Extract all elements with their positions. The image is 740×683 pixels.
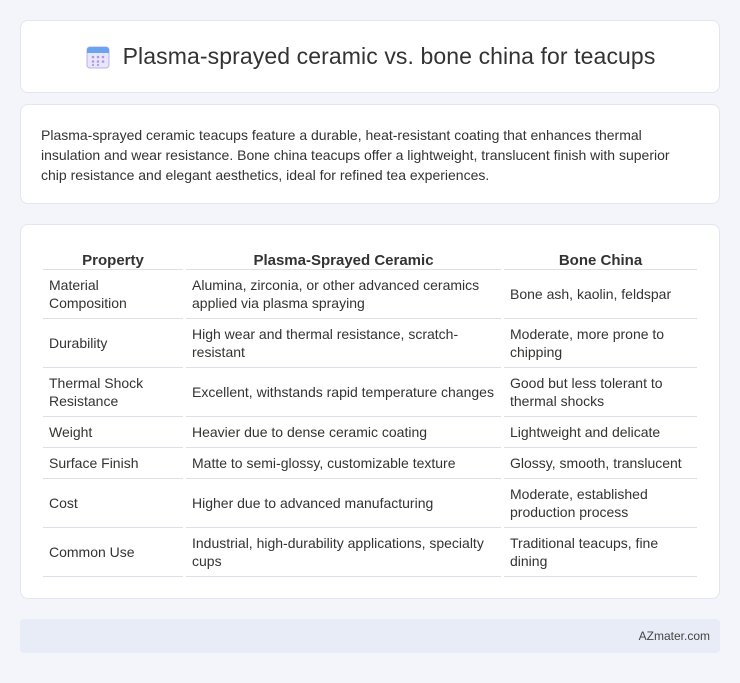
cell-property: Cost xyxy=(43,479,183,528)
cell-property: Weight xyxy=(43,417,183,448)
header-plasma-sprayed-ceramic: Plasma-Sprayed Ceramic xyxy=(186,247,501,270)
table-row xyxy=(43,270,697,319)
cell-plasma: Higher due to advanced manufacturing xyxy=(186,479,501,528)
cell-plasma: Excellent, withstands rapid temperature changes xyxy=(186,368,501,417)
cell-bone-china: Good but less tolerant to thermal shocks xyxy=(504,368,697,417)
cell-bone-china: Bone ash, kaolin, feldspar xyxy=(504,270,697,319)
calendar-icon xyxy=(85,44,111,70)
cell-plasma: Matte to semi-glossy, customizable texture xyxy=(186,448,501,479)
table-header-row xyxy=(43,247,697,270)
table-row xyxy=(43,368,697,417)
comparison-table xyxy=(40,247,700,577)
page-title: Plasma-sprayed ceramic vs. bone china for teacups xyxy=(122,43,656,69)
header-property: Property xyxy=(43,247,183,270)
table-row xyxy=(43,528,697,577)
table-row xyxy=(43,319,697,368)
cell-bone-china: Lightweight and delicate xyxy=(504,417,697,448)
header-bone-china: Bone China xyxy=(504,247,697,270)
table-row xyxy=(43,417,697,448)
cell-plasma: High wear and thermal resistance, scratch-resistant xyxy=(186,319,501,368)
cell-bone-china: Moderate, more prone to chipping xyxy=(504,319,697,368)
cell-plasma: Heavier due to dense ceramic coating xyxy=(186,417,501,448)
footer xyxy=(20,619,720,653)
summary-text: Plasma-sprayed ceramic teacups feature a durable, heat-resistant coating that enhances thermal insulation and wear resistance. Bone china teacups offer a lightweight, translucent finish with superior chip resistance and elegant aesthetics, ideal for refined tea experiences. xyxy=(41,127,670,183)
table-row xyxy=(43,448,697,479)
cell-property: Material Composition xyxy=(43,270,183,319)
cell-property: Surface Finish xyxy=(43,448,183,479)
cell-bone-china: Traditional teacups, fine dining xyxy=(504,528,697,577)
table-row xyxy=(43,479,697,528)
cell-plasma: Industrial, high-durability applications, specialty cups xyxy=(186,528,501,577)
title-card xyxy=(20,20,720,93)
cell-property: Common Use xyxy=(43,528,183,577)
cell-property: Thermal Shock Resistance xyxy=(43,368,183,417)
title-wrap xyxy=(85,43,656,70)
summary-card xyxy=(20,104,720,204)
comparison-table-card xyxy=(20,224,720,599)
cell-bone-china: Glossy, smooth, translucent xyxy=(504,448,697,479)
cell-plasma: Alumina, zirconia, or other advanced ceramics applied via plasma spraying xyxy=(186,270,501,319)
cell-property: Durability xyxy=(43,319,183,368)
footer-brand[interactable]: AZmater.com xyxy=(638,629,710,643)
cell-bone-china: Moderate, established production process xyxy=(504,479,697,528)
